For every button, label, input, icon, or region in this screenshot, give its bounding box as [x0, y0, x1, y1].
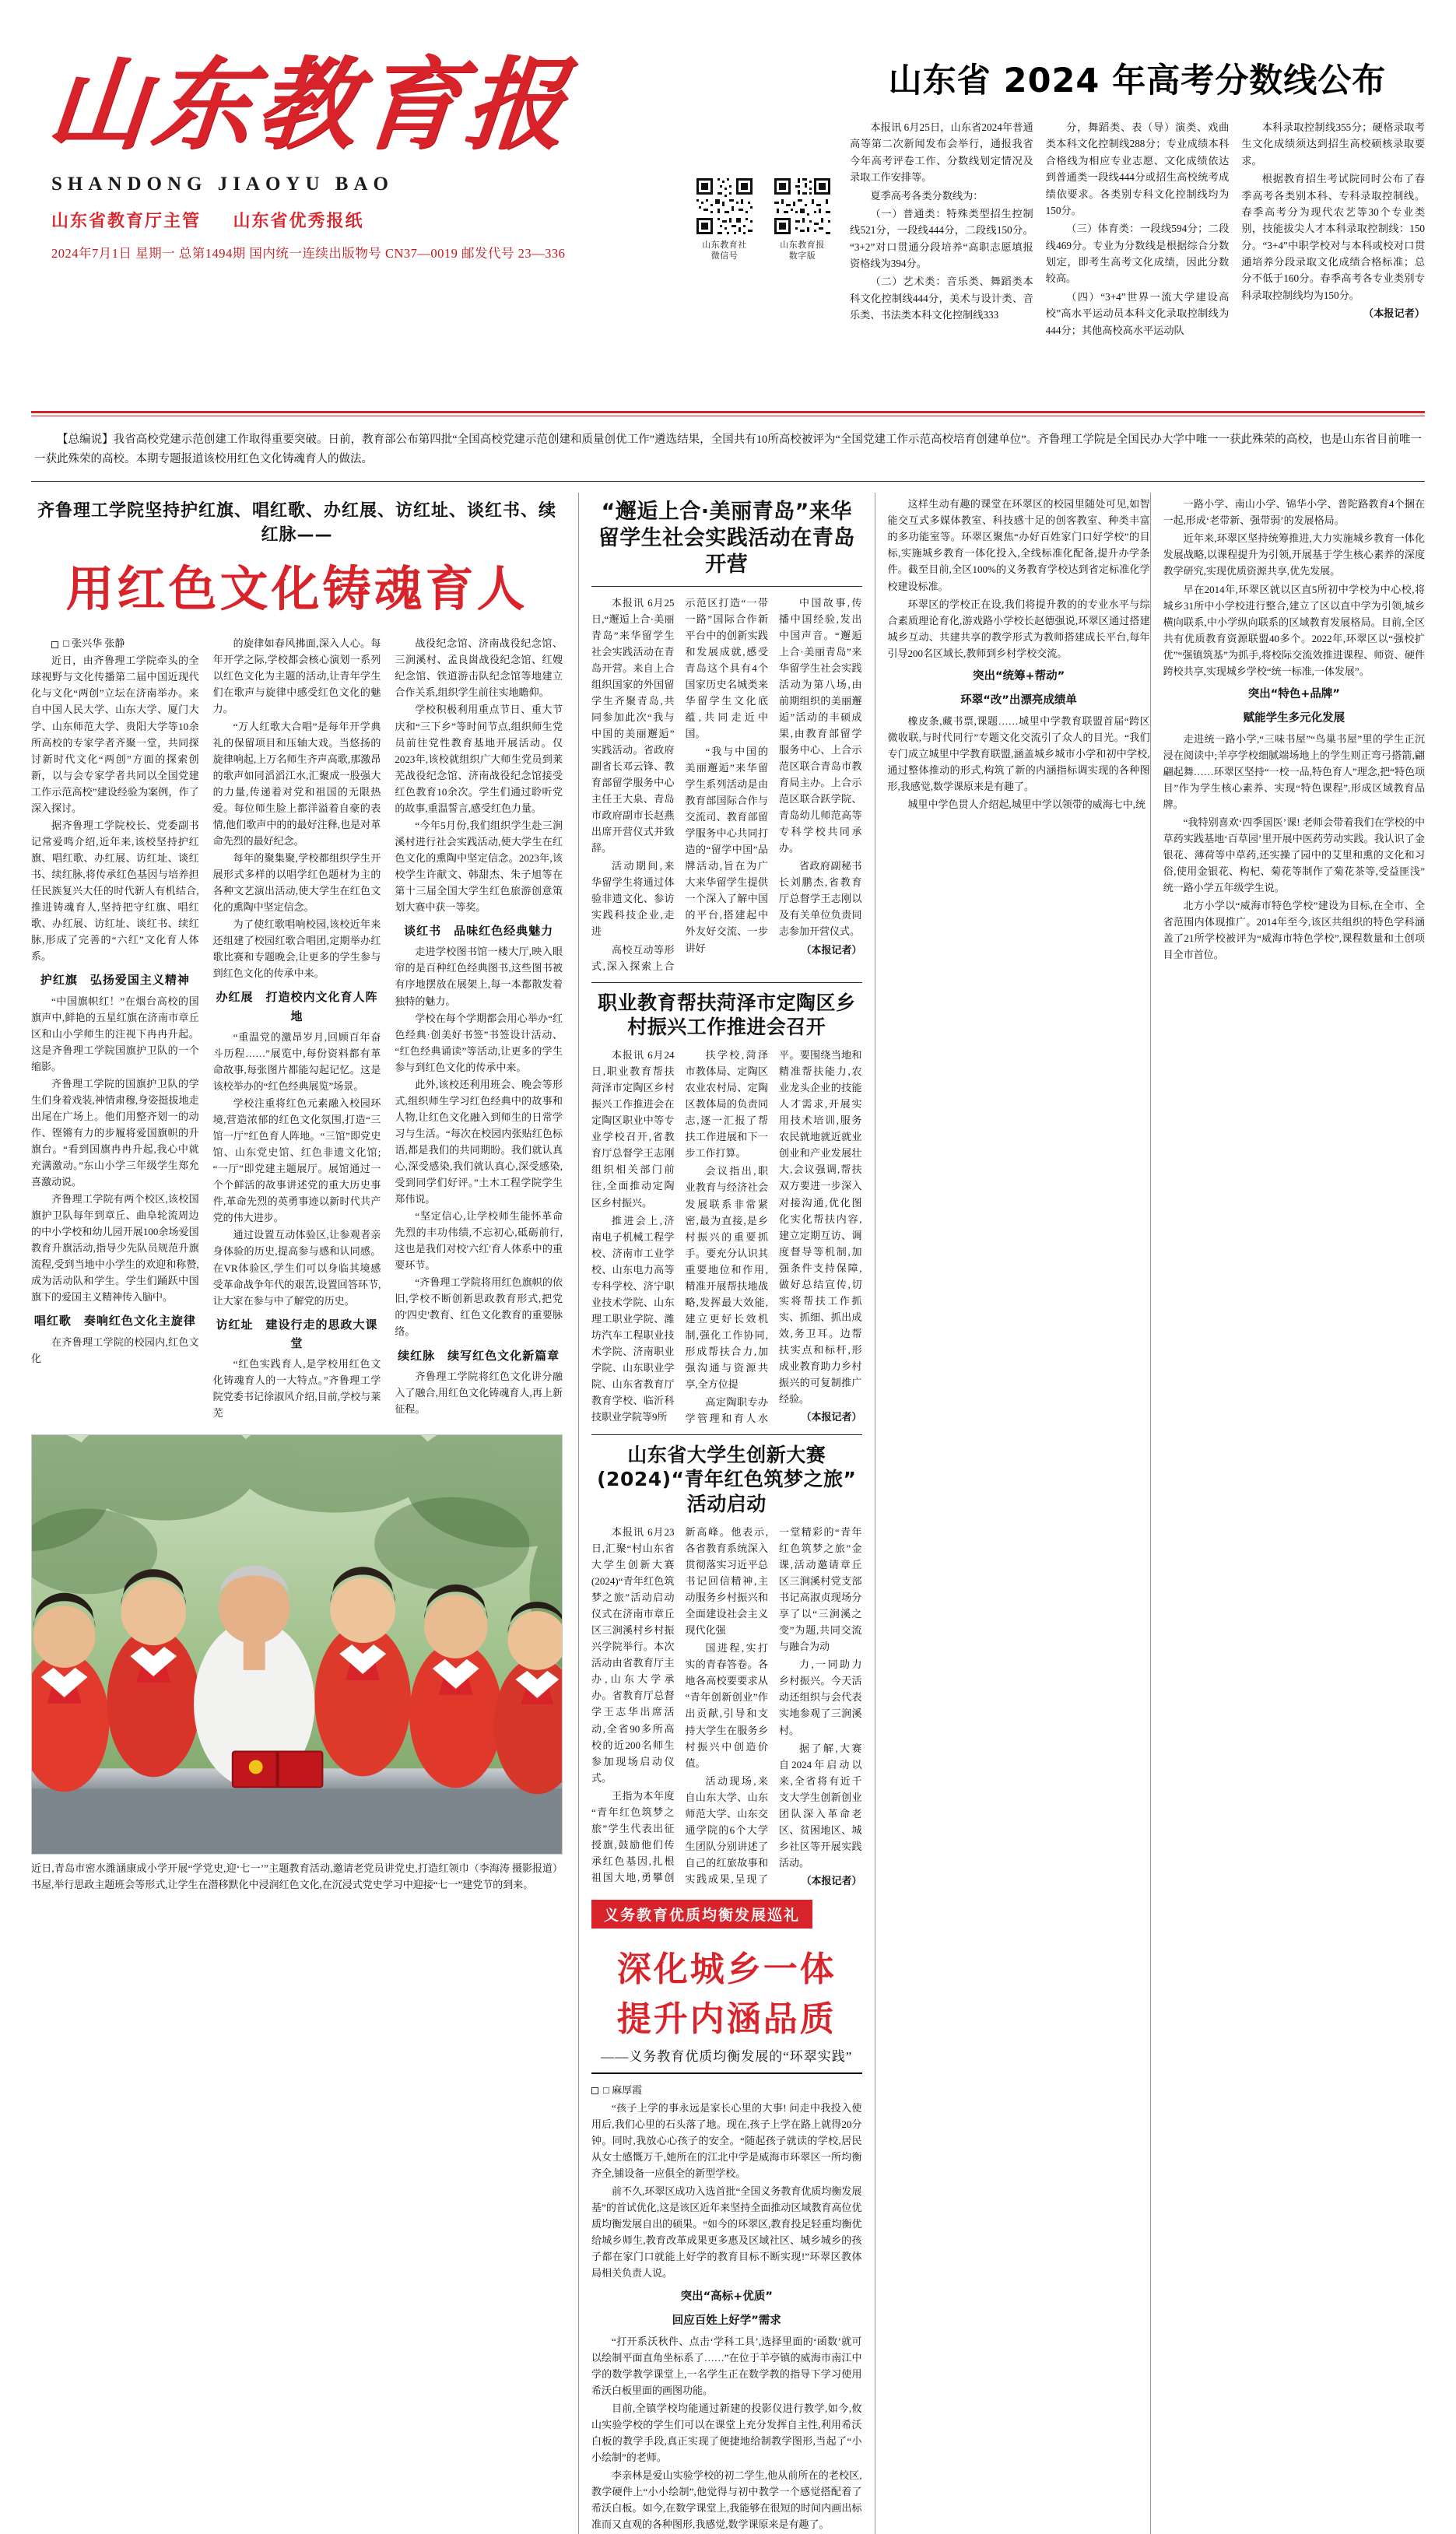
section-flag-badge: 义务教育优质均衡发展巡礼: [591, 1900, 812, 1929]
photo-caption-text: 近日,青岛市密水潍涵康成小学开展“学党史,迎‘七一’”主题教育活动,邀请老党员讲党史,打造红领巾书屋,举行思政主题班会等形式,让学生在潜移默化中浸润红色文化,在沉浸式党史学习中迎接“七一”建党节的到来。: [31, 1862, 534, 1891]
paragraph: 环翠区的学校正在设,我们将提升教的的专业水平与综合素质理论育化,游戏路小学校长赵德强说,环翠区通过搭建城乡互动、共建共享的教学形式为教师搭建成长平台,每年引导200名区域长,教师到乡村学校交流。: [887, 598, 1150, 659]
paragraph: 李亲林是爱山实验学校的初二学生,他从前所在的老校区,教学硬件上“小小绘制”,他觉得与初中教学一个感觉搭配着了希沃白板。如今,在数学课堂上,我能够在很短的时间内画出标准而又直观的各种图形,我感觉,数学课原来是有趣了。: [591, 2469, 862, 2531]
special-subhead-2-line2: 环翠“改”出漂亮成绩单: [960, 694, 1077, 707]
feature-subhead-3: 办红展 打造校内文化育人阵地: [216, 990, 378, 1023]
paragraph: 一路小学、南山小学、锦华小学、普陀路教育4个捆在一起,形成‘老带新、强带弱’的发展格局。: [1163, 498, 1425, 527]
paragraph: 学校注重将红色元素融入校园环境,营造浓郁的红色文化氛围,打造“三馆一厅”红色育人阵地。“三馆”即党史馆、山东党史馆、红色非遗文化馆;“一厅”即党建主题展厅。展馆通过一个个鲜活的故事讲述党的重大历史事件,革命先烈的英勇事迹以新时代共产党的伟大进步。: [212, 1097, 381, 1224]
feature-subhead-1: 护红旗 弘扬爱国主义精神: [40, 973, 190, 988]
paragraph: 本科录取控制线355分；硬格录取考生文化成绩须达到招生高校硕核录取要求。: [1241, 121, 1426, 167]
feature-columns: [31, 635, 563, 1422]
feature-subhead-2: 唱红歌 奏响红色文化主旋律: [33, 1314, 196, 1328]
masthead: [31, 22, 1425, 403]
feature-subhead-4: 访红址 建设行走的思政大课堂: [216, 1317, 378, 1350]
qr-caption-wechat: [694, 240, 755, 262]
masthead-issue-info: 2024年7月1日 星期一 总第1494期 国内统一连续出版物号 CN37—0019 邮发代号 23—336: [51, 246, 566, 261]
paragraph: （三）体育类：一段线594分；二段线469分。专业为分数线是根据综合分数划定，即考生高考文化成绩，因此分数较高。: [1045, 223, 1230, 285]
paragraph: “万人红歌大合唱”是每年开学典礼的保留项目和压轴大戏。当悠扬的旋律响起,上万名师生齐声高歌,那激昂的歌声如同滔滔江水,汇聚成一股强大的力量,传递着对党和祖国的无限热爱。每位师生脸上都洋溢着自豪的表情,他们歌声中的的最好注释,也是对革命先烈的最好纪念。: [212, 720, 381, 847]
qr-caption-digital-line1: 山东教育报: [780, 240, 825, 250]
right-column: [875, 493, 1150, 2534]
paragraph: “中国旗帜红！”在烟台高校的国旗声中,鲜艳的五星红旗在济南市章丘区和山小学师生的注视下冉冉升起。这是齐鲁理工学院国旗护卫队的一个缩影。: [31, 995, 199, 1072]
paragraph: “打开系沃秋件、点击‘学科工具’,选择里面的‘函数’就可以绘制平面直角坐标系了……”在位于羊亭镇的威海市南江中学的数学教学课堂上,一名学生正在数学教的指导下学习使用希沃白板里面的画图功能。: [591, 2335, 862, 2396]
lead-col-1: [850, 119, 1033, 340]
qr-code-wechat-icon[interactable]: [694, 176, 755, 237]
article-title: “邂逅上合·美丽青岛”来华留学生社会实践活动在青岛开营: [598, 500, 855, 577]
paragraph: 王指为本年度“青年红色筑梦之旅”学生代表出征授旗,鼓励他们传承红色基因,扎根祖国大地,勇攀创新高峰。他表示,各省教育系统深入贯彻落实习近平总书记回信精神,主动服务乡村振兴和全面建设社会主义现代化强: [591, 1525, 768, 1883]
qr-caption-digital-line2: 数字版: [788, 251, 816, 261]
lead-article-title: 山东省 2024 年高考分数线公布: [888, 61, 1387, 100]
special-report-divider: [591, 2072, 861, 2074]
feature-byline-text: □ 张兴华 张静: [63, 637, 125, 650]
paragraph: “齐鲁理工学院将用红色旗帜的依旧,学校不断创新思政教育形式,把党的'四史'教育、红色文化教育的重要脉络。: [395, 1276, 563, 1338]
special-report-body: [591, 2082, 861, 2532]
paragraph: 近日，由齐鲁理工学院牵头的全球视野与文化传播第二届中国近现代化与文化“两创”立坛在济南举办。来自中国人民大学、山东大学、厦门大学、山东师范大学、贵阳大学等10余所高校的专家学者齐聚一堂，共同探讨新时代文化“两创”方面的探索创新，以与会专家学者共同以全国党建工作示范高校”建设经验为案例，作了深入探讨。: [31, 655, 199, 814]
qr-caption-line2: 微信号: [710, 251, 739, 261]
feature-photo: [31, 1434, 563, 1855]
paragraph: 根据教育招生考试院同时公布了春季高考各类别本科、专科录取控制线。春季高考分为现代农艺等30个专业类别，技能拔尖人才本科录取控制线：150分。“3+4”中职学校对与本科或校对口贯通培养分段录取文化成绩合格标准；总分不低于160分。春季高考各专业类别专科录取控制线均为150分。: [1241, 173, 1426, 301]
paragraph: 本报讯 6月23日,汇聚“村山东省大学生创新大赛(2024)“青年红色筑梦之旅”活动启动仪式在济南市章丘区三涧溪村乡村振兴学院举行。本次活动由省教育厅主办,山东大学承办。省教育厅总督学王志华出席活动,全省90多所高校的近200名师生参加现场启动仪式。: [591, 1525, 675, 1784]
newspaper-logo-pinyin: SHANDONG JIAOYU BAO: [51, 174, 394, 195]
paragraph: 扶学校,菏泽市教体局、定陶区农业农村局、定陶区教体局的负责同志,逐一汇报了帮扶工作进展和下一步工作打算。: [685, 1049, 768, 1160]
photo-credit: （李海涛 摄影报道）: [468, 1862, 563, 1875]
far-right-continuation: [1163, 496, 1425, 963]
special-subhead-1-line1: 突出“高标+优质”: [680, 2290, 773, 2303]
paragraph: 夏季高考各类分数线为：: [870, 189, 984, 202]
feature-kicker: 齐鲁理工学院坚持护红旗、唱红歌、办红展、访红址、谈红书、续红脉——: [37, 501, 557, 546]
paragraph: “我特别喜欢‘四季国医’课! 老师会带着我们在学校的中草药实践基地‘百草园’里开展中医药劳动实践。我认识了金银花、薄荷等中草药,还实操了园中的艾里和熏的文化和习俗,使用金银花、构杞、菊花等制作了菊花茶等,受益匪浅”统一路小学五年级学生说。: [1163, 816, 1425, 894]
main-body: [31, 493, 1425, 2534]
paragraph: 北方小学以“威海市特色学校”建设为目标,在全市、全省范围内体现推广。2014年至今,该区共组织的特色学科涵盖了21所学校被评为“威海市特色学校”,课程数量和土创项目全市首位。: [1163, 900, 1425, 961]
lead-col-3: [1241, 119, 1425, 340]
paragraph: 齐鲁理工学院将红色文化讲分融入了融合,用红色文化铸魂育人,再上新征程。: [395, 1370, 563, 1415]
article-balanced-development: [591, 1941, 873, 2532]
paragraph: 高定陶职专办学管理和育人水平。要围绕当地和精准帮扶能力,农业龙头企业的技能人才需求,开展实用技术培训,服务农民就地就近就业创业和产业发展壮大,会议强调,帮扶双方要进一步深入对接沟通,优化图化实化帮扶内容,建立定期互访、调度督导等机制,加强条件支持保障,做好总结宣传,切实将帮扶工作抓实、抓细、抓出成效,务卫耳。边帮扶实点和标杆,形成业教育助力乡村振兴的可复制推广经验。: [685, 1049, 862, 1425]
feature-subhead-5: 谈红书 品味红色经典魅力: [404, 924, 554, 939]
paragraph: 中国故事,传播中国经验,发出中国声音。“邂逅上合·美丽青岛”来华留学生社会实践活动为第八场,由前期组织的美丽邂逅”活动的丰硕成果,由教育部留学服务中心、上合示范区联合青岛市教育局主办。上合示范区联合跃学院、青岛幼儿师范高等专科学校共同承办。: [779, 596, 862, 855]
special-subhead-3-line2: 赋能学生多元化发展: [1243, 712, 1345, 725]
paragraph: 力,一同助力乡村振兴。今天活动还组织与会代表实地参观了三涧溪村。: [779, 1658, 862, 1736]
paragraph: 会议指出,职业教育与经济社会发展联系非常紧密,最为直接,是乡村振兴的重要抓手。要充分认识其重要地位和作用,精准开展帮扶地战略,发挥最大效能,建立更好长效机制,强化工作协同,形成帮扶合力,加强沟通与资源共享,全方位提: [685, 1165, 768, 1391]
paragraph: 高校互动等形式,深入探索上合示范区打造“一带一路”国际合作新平台中的创新实践和发展成就,感受青岛这个具有4个国家历史名城类来华留学生文化底蕴,共同走近中国。: [591, 596, 768, 972]
paragraph: 战役纪念馆、济南战役纪念馆、三涧溪村、孟良崮战役纪念馆、红嫂纪念馆、铁道游击队纪念馆等地建立合作关系,组织学生前往实地瞻仰。: [395, 637, 563, 699]
section-divider-2: [591, 1434, 861, 1435]
special-report-subtitle: ——义务教育优质均衡发展的“环翠实践”: [601, 2048, 853, 2064]
paragraph: 据齐鲁理工学院校长、党委副书记常爱鸣介绍,近年来,该校坚持护红旗、唱红歌、办红展、访红址、谈红书、续红脉,将传承红色基因与培养担任民族复兴大任的时代新人有机结合,推进铸魂育人,坚持把守红旗、唱红歌、办红展、访红址、谈红书、续红脉,形成了完善的“六红”文化育人体系。: [31, 819, 199, 963]
article-signature: （本报记者）: [801, 1874, 862, 1886]
paragraph: 活动现场,来自山东大学、山东师范大学、山东交通学院的6个大学生团队分别讲述了自己的红旅故事和实践成果,呈现了一堂精彩的“青年红色筑梦之旅”金课,活动邀请章丘区三涧溪村党支部书记高淑贞现场分享了以“三涧溪之变”为题,共同交流与融合为动: [685, 1525, 862, 1885]
paragraph: 前不久,环翠区成功入选首批“全国义务教育优质均衡发展基”的首试优化,这是该区近年来坚持全面推动区域教育高位优质均衡发展自出的硕果。“如今的环翠区,教育投足轻重均衡优给城乡师生,教育改革成果更多惠及区域社区、城乡城乡的孩子都在家门口就能上好学的教育目标不断实现!”环翠区教体局相关负责人说。: [591, 2185, 862, 2280]
paragraph: 本报讯 6月24日,职业教育帮扶菏泽市定陶区乡村振兴工作推进会在定陶区职业中等专业学校召开,省教育厅总督学王志刚组织相关部门前往,全面推动定陶区乡村振兴。: [591, 1049, 675, 1209]
paragraph: 在齐鲁理工学院的校园内,红色文化: [31, 1335, 199, 1364]
square-bullet-icon: [51, 641, 58, 648]
feature-subhead-6: 续红脉 续写红色文化新篇章: [398, 1348, 560, 1363]
masthead-award: 山东省优秀报纸: [233, 211, 364, 231]
paragraph: 早在2014年,环翠区就以区直5所初中学校为中心校,将城乡31所中小学校进行整合,建立了区以直中学为引领,城乡横向联系,中小学纵向联系的区域教育发展格局。目前,全区共有优质教育资源联盟40多个。2022年,环翠区以“强校扩优”“强镇筑基”为抓手,将校际交流效推进课程、师资、硬件跨校共享,实现城乡学校“统一标准,一体发展”。: [1163, 583, 1425, 677]
qr-code-digital-icon[interactable]: [772, 176, 833, 237]
article-divider: [591, 586, 861, 587]
article-body: [591, 595, 861, 974]
article-title: 职业教育帮扶菏泽市定陶区乡村振兴工作推进会召开: [598, 991, 856, 1038]
lead-article-columns: [850, 119, 1425, 340]
article-body: [591, 1524, 861, 1889]
paragraph: 活动期间,来华留学生将通过体验非遗文化、参访实践科技企业,走进: [591, 860, 675, 938]
paragraph: 据了解,大赛自2024年启动以来,全省将有近千支大学生创新创业团队深入革命老区、贫困地区、城乡社区等开展实践活动。: [779, 1742, 862, 1869]
paragraph: 学校在每个学期都会用心举办“红色经典·创美好书签”书签设计活动、“红色经典诵读”等活动,让更多的学生参与到红色文化的传承中来。: [395, 1012, 563, 1073]
article-vocational-education: [591, 991, 861, 1427]
article-body: [591, 1047, 861, 1427]
masthead-left: [31, 22, 833, 261]
paragraph: （二）艺术类：音乐类、舞蹈类本科文化控制线444分，美术与设计类、音乐类、书法类本科文化控制线333: [850, 276, 1033, 321]
special-report-title: 深化城乡一体 提升内涵品质: [616, 1949, 873, 2039]
newspaper-logo: 山东教育报: [43, 47, 575, 163]
feature-col-1: [31, 635, 199, 1422]
qr-item-wechat[interactable]: [694, 176, 755, 262]
special-subhead-1-line2: 回应百姓上好学”需求: [672, 2315, 781, 2328]
paragraph: “坚定信心,让学校师生能怀革命先烈的丰功伟绩,不忘初心,砥砺前行,这也是我们对校'六红'育人体系中的重要环节。: [395, 1210, 563, 1272]
article-signature: （本报记者）: [801, 1411, 862, 1423]
article-title: 山东省大学生创新大赛(2024)“青年红色筑梦之旅”活动启动: [597, 1444, 857, 1515]
paragraph: 分，舞蹈类、表（导）演类、戏曲类本科文化控制线288分；专业成绩本科合格线为相应专业志愿、文化成绩依达到普通类一段线444分或招生高校统考成绩依要求。各类别专科文化控制线均为150分。: [1045, 121, 1230, 216]
article-innovation-contest: [591, 1443, 861, 1889]
lead-article: [833, 22, 1425, 340]
feature-col-2: [213, 635, 381, 1422]
special-subhead-3-line1: 突出“特色+品牌”: [1247, 687, 1340, 700]
editor-note: 【总编说】我省高校党建示范创建工作取得重要突破。日前，教育部公布第四批“全国高校党建示范创建和质量创优工作”遴选结果，全国共有10所高校被评为“全国党建工作示范高校培育创建单位”。齐鲁理工学院是全国民办大学中唯一一获此殊荣的高校，也是山东省目前唯一一获此殊荣的高校。本期专题报道该校用红色文化铸魂育人的做法。: [34, 433, 1422, 465]
paragraph: 的旋律如春风拂面,深入人心。每年开学之际,学校都会核心演划一系列以红色文化为主题的活动,让青年学生们在歌声与旋律中感受红色文化的魅力。: [212, 637, 381, 715]
paragraph: 走进统一路小学,“三味书屋”“鸟巢书屋”里的学生正沉浸在阅读中;羊亭学校细腻端场地上的学生则正弯弓搭箭,翩翩起舞……环翠区坚持“一校一品,特色育人”理念,把“特色项目”作为学生核心素养、实现“特色课程”,形成区域教育品牌。: [1163, 732, 1425, 810]
paragraph: 本报讯 6月25日，山东省2024年普通高等第二次新闻发布会举行，通报我省今年高考评卷工作、分数线划定情况及录取工作安排等。: [850, 121, 1033, 184]
paragraph: 推进会上,济南电子机械工程学校、济南市工业学校、山东电力高等专科学校、济宁职业技术学院、山东理工职业学院、潍坊汽车工程职业技术学院、济南职业学院、山东职业学院、山东省教育厅教育学校、临沂科技职业学院等9所: [591, 1214, 675, 1423]
masthead-divider-thick: [31, 411, 1425, 413]
paragraph: （一）普通类：特殊类型招生控制线521分，一段线444分，二段线150分。“3+2”对口贯通分段培养“高职志愿填报资格线为394分。: [850, 207, 1033, 269]
paragraph: 城里中学色贯人介绍起,城里中学以领带的威海七中,统: [907, 798, 1146, 810]
paragraph: 齐鲁理工学院有两个校区,该校国旗护卫队每年到章丘、曲阜轮流周边的中小学校和幼儿园开展100余场爱国教育升旗活动,指导少先队员规范升旗流程,受到当地中小学生的欢迎和称赞,成为活动队和学生。学生们踊跃中国旗下的爱国主义精神传入脑中。: [31, 1193, 199, 1304]
paragraph: “红色实践育人,是学校用红色文化铸魂育人的一大特点。”齐鲁理工学院党委书记徐淑风介绍,目前,学校与莱芜: [212, 1358, 381, 1420]
feature-col-3: [395, 635, 563, 1422]
paragraph: “重温党的激昂岁月,回顾百年奋斗历程……”展览中,每份资料都有革命故事,每张图片都能勾起记忆。这是该校举办的“红色经典展览”场景。: [212, 1030, 381, 1092]
paragraph: 本报讯 6月25日,“邂逅上合·美丽青岛”来华留学生社会实践活动在青岛开营。来自上合组织国家的外国留学生齐聚青岛,共同参加此次“我与中国的美丽邂逅”实践活动。省政府副省长邓云锋、教育部留学服务中心主任王大泉、青岛市政府副市长赵燕出席开营仪式并致辞。: [591, 596, 675, 855]
section-divider-1: [591, 982, 861, 983]
paragraph: 国进程,实打实的青春答卷。各地各高校要要求从“青年创新创业”作出贡献,引导和支持大学生在服务乡村振兴中创造价值。: [685, 1642, 768, 1769]
paragraph: 为了使红歌唱响校园,该校近年来还组建了校园红歌合唱团,定期举办红歌比赛和专题晚会,让更多的学生参与到红色文化的传承中来。: [212, 918, 381, 980]
qr-item-digital[interactable]: [772, 176, 833, 262]
paragraph: 目前,全镇学校均能通过新建的投影仪进行教学,如今,攸山实验学校的学生们可以在课堂上充分发挥自主性,利用希沃白板的教学手段,真正实现了便捷地给制教学图形,当起了“小小绘制”的老师。: [591, 2402, 862, 2463]
feature-photo-block: [31, 1434, 563, 1893]
special-subhead-2-line1: 突出“统筹+帮动”: [972, 669, 1065, 683]
right-column-continuation: [888, 496, 1150, 812]
middle-column: [579, 493, 875, 2534]
paragraph: 学校积极利用重点节日、重大节庆和“三下乡”等时间节点,组织师生党员前往党性教育基地开展活动。仅2023年,该校就组织广大师生党员到莱芜战役纪念馆、济南战役纪念馆接受红色教育10余次。学生们通过聆听党的故事,重温誓言,感受红色力量。: [395, 704, 563, 814]
paragraph: “今年5月份,我们组织学生赴三涧溪村进行社会实践活动,使大学生在红色文化的熏陶中坚定信念。2023年,该校学生许献文、韩甜杰、朱子旭等在第十三届全国大学生红色旅游创意策划大赛中获一等奖。: [395, 819, 563, 914]
paragraph: 通过设置互动体验区,让参观者亲身体验的历史,提高参与感和认同感。在VR体验区,学生们可以身临其境感受革命战争年代的艰苦,设置回答环节,让大家在参与中了解党的历史。: [212, 1229, 381, 1307]
paragraph: “孩子上学的事永远是家长心里的大事! 问走中我投入使用后,我们心里的石头落了地。现在,孩子上学在路上就得20分钟。同时,我放心心孩子的安全。“随起孩子就读的学校,居民从女士感慨万千,她所在的江北中学是威海市环翠区一所均衡齐全,铺设备一应俱全的新型学校。: [591, 2102, 862, 2180]
author-name: □ 麻厚霞: [603, 2083, 643, 2096]
paragraph: 每年的聚集聚,学校都组织学生开展形式多样的以唱学红色题材为主的各种文艺演出活动,使大学生在红色文化的熏陶中坚定信念。: [212, 851, 381, 914]
paragraph: 省政府副秘书长刘鹏杰,省教育厅总督学王志刚以及有关单位负责同志参加开营仪式。: [779, 860, 862, 938]
paragraph: 近年来,环翠区坚持统筹推进,大力实施城乡教育一体化发展战略,以课程提升为引领,开展基于学生核心素养的深度教学研究,实现优质资源共享,优先发展。: [1163, 532, 1425, 577]
section-flag-wrap: [591, 1889, 861, 1936]
paragraph: （四）“3+4”世界一流大学建设高校”高水平运动员本科文化录取控制线为444分；其他高校高水平运动队: [1045, 290, 1230, 336]
feature-byline: [31, 635, 199, 651]
photo-caption: [31, 1861, 563, 1893]
editor-note-divider: [31, 481, 1425, 482]
paragraph: 走进学校图书馆一楼大厅,映入眼帘的是百种红色经典图书,这些图书被有序地摆放在展架上,每一本都散发着独特的魅力。: [395, 946, 563, 1007]
far-right-column: [1150, 493, 1425, 2534]
qr-caption-line1: 山东教育社: [702, 240, 747, 250]
masthead-authority: 山东省教育厅主管: [51, 211, 202, 231]
square-bullet-icon: [591, 2087, 598, 2094]
article-signature: （本报记者）: [801, 943, 862, 956]
feature-headline: 用红色文化铸魂育人: [65, 560, 528, 618]
qr-caption-digital: [772, 240, 833, 262]
paragraph: 橡皮条,藏书票,课题……城里中学教育联盟首届“跨区微收联,与时代同行”专题文化交流引了众人的目光。“我们专门成立城里中学教育联盟,涵盖城乡城市小学和初中学校,通过整体推动的形式,构筑了新的内涵指标调实现的各种图形,我感觉,数学课原来是有趣了。: [887, 714, 1150, 792]
qr-code-block: [694, 176, 833, 262]
article-exchange-students: [591, 499, 861, 974]
lead-byline: （本报记者）: [1363, 307, 1426, 320]
feature-article: [31, 493, 579, 2534]
lead-col-2: [1046, 119, 1230, 340]
paragraph: 这样生动有趣的课堂在环翠区的校园里随处可见,如智能交互式多媒体教室、科技感十足的创客教室、种类丰富的多功能室等。环翠区聚焦“办好百姓家门口好学校”的目标,实施城乡教育一体化投入,全线标准化配备,提升办学条件。截至目前,全区100%的义务教育学校达到省定标准化学校建设标准。: [887, 498, 1150, 592]
paragraph: 齐鲁理工学院的国旗护卫队的学生们身着戏装,神情肃穆,身姿挺拔地走出尾在广场上。他们用整齐划一的动作、铿锵有力的步履将爱国旗帜的升旗台。“看到国旗冉冉升起,我心中就充满激动。”东山小学三年级学生郑允喜激动说。: [31, 1077, 199, 1188]
special-report-author: [591, 2082, 861, 2098]
paragraph: “我与中国的美丽邂逅”来华留学生系列活动是由教育部国际合作与交流司、教育部留学服务中心共同打造的“留学中国”品牌活动,旨在为广大来华留学生提供一个深入了解中国的平台,搭建起中外友好交流、一步讲好: [685, 745, 768, 954]
paragraph: 此外,该校还利用班会、晚会等形式,组织师生学习红色经典中的故事和人物,让红色文化融入到师生的日常学习与生活。“每次在校园内张贴红色标语,都是我们的共同期盼。我们就认真心,深受感染,我们就认真心,深受感染,受到同学们好评。”土木工程学院学生郑伟说。: [395, 1078, 563, 1206]
